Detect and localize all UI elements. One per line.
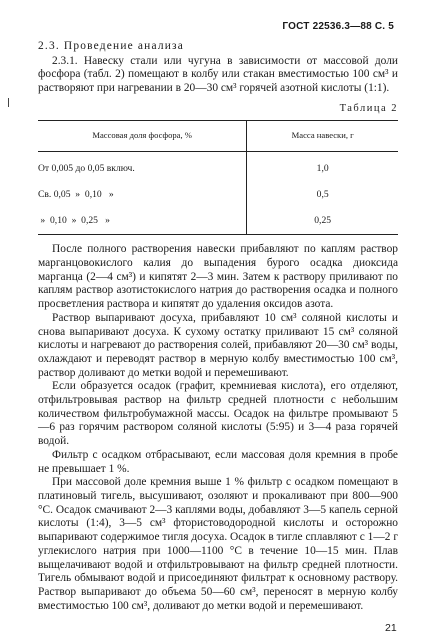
paragraph-evaporation: Раствор выпаривают досуха, прибавляют 10 см³ соляной кислоты и снова выпаривают досуха. К сухому остатку приливают 15 см³ соляной кислоты и нагревают до растворения солей, прибавляют 20—30 см³ воды, охлаждают и переводят раствор в мерную колбу вместимостью 100 см³, раствор доливают до метки водой и перемешивают. [38, 311, 398, 379]
paragraph-filter-discard: Фильтр с осадком отбрасывают, если массовая доля кремния в пробе не превышает 1 %. [38, 448, 398, 475]
paragraph-precipitate: Если образуется осадок (графит, кремниевая кислота), его отделяют, отфильтровывая раствор на фильтр средней плотности с небольшим количеством фильтробумажной массы. Осадок на фильтре промывают 5—6 раз горячим раствором соляной кислоты (5:95) и 3—4 раза горячей водой. [38, 380, 398, 448]
margin-mark [8, 98, 9, 107]
document-body [38, 40, 398, 613]
table-cell-range: Св. 0,05 » 0,10 » [38, 183, 247, 209]
paragraph-high-silicon: При массовой доле кремния выше 1 % фильтр с осадком помещают в платиновый тигель, высушивают, озоляют и прокаливают при 800—900 °С. Осадок смачивают 2—3 каплями воды, добавляют 3—5 капель серной кислоты (1:4), 3—5 см³ фтористоводородной кислоты и осторожно выпаривают содержимое тигля досуха. Осадок в тигле сплавляют с 1—2 г углекислого натрия при 1000—1100 °С в течение 10—15 мин. Плав выщелачивают водой и отфильтровывают на фильтр средней плотности. Тигель обмывают водой и присоединяют фильтрат к основному раствору. Раствор выпаривают до объема 50—60 см³, переносят в мерную колбу вместимостью 100 см³, доливают до метки водой и перемешивают. [38, 476, 398, 612]
table-row [38, 183, 398, 209]
table-cell-mass: 0,5 [316, 188, 329, 200]
table-cell-range: От 0,005 до 0,05 включ. [38, 152, 247, 183]
table-row [38, 209, 398, 235]
page-header: ГОСТ 22536.3—88 С. 5 [282, 21, 394, 32]
paragraph-dissolution: После полного растворения навески прибавляют по каплям раствор марганцовокислого калия до выпадения бурого осадка диоксида марганца (2—4 см³) и кипятят 2—3 мин. Затем к раствору приливают по каплям раствор азотистокислого натрия до растворения осадка и полного просветления раствора и кипятят до удаления оксидов азота. [38, 243, 398, 311]
table-caption: Таблица 2 [339, 102, 398, 114]
table-header-row [38, 120, 398, 152]
table-header-mass: Масса навески, г [247, 120, 398, 152]
intro-paragraph: 2.3.1. Навеску стали или чугуна в зависимости от массовой доли фосфора (табл. 2) помещают в колбу или стакан вместимостью 100 см³ и растворяют при нагревании в 20—30 см³ горячей азотной кислоты (1:1). [38, 54, 398, 95]
table-header-phosphorus: Массовая доля фосфора, % [38, 120, 247, 152]
table-cell-mass: 0,25 [314, 214, 332, 226]
table-cell-range: » 0,10 » 0,25 » [38, 209, 247, 235]
page-number: 21 [385, 622, 397, 634]
procedure-text [38, 243, 398, 613]
section-heading: 2.3. Проведение анализа [38, 40, 184, 52]
table-row [38, 152, 398, 183]
table-cell-mass: 1,0 [316, 163, 329, 175]
sample-mass-table [38, 120, 398, 236]
